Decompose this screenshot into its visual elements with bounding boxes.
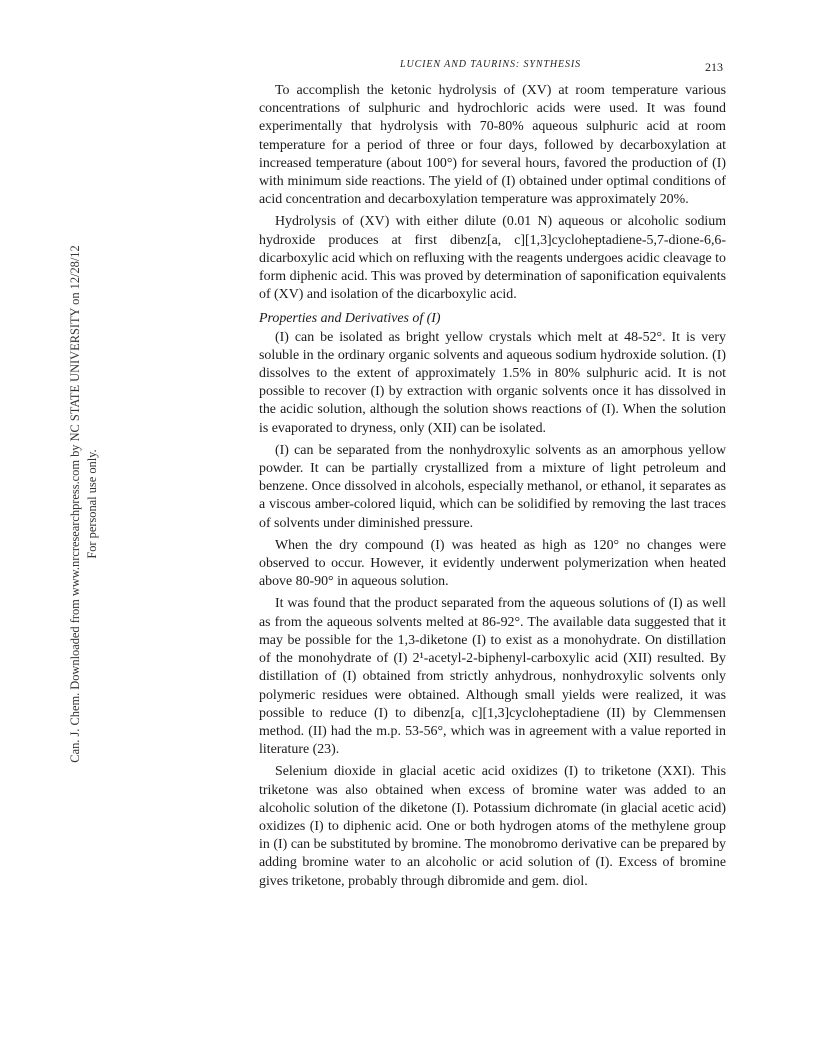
article-body bbox=[259, 82, 726, 895]
paragraph-properties: (I) can be isolated as bright yellow crystals which melt at 48-52°. It is very soluble in the ordinary organic solvents and aqueous sodium hydroxide solution. (I) dissolves to the extent of approximately 1.5% in 80% sulphuric acid. It is not possible to recover (I) by extraction with organic solvents once it has dissolved in the acidic solution, although the solution shows reactions of (I). When the solution is evaporated to dryness, only (XII) can be isolated. bbox=[259, 329, 726, 436]
paragraph-ketonic-hydrolysis: To accomplish the ketonic hydrolysis of (XV) at room temperature various concentrations of sulphuric and hydrochloric acids were used. It was found experimentally that hydrolysis with 70-80% aqueous sulphuric acid at room temperature for a period of three or four days, followed by decarboxylation at increased temperature (about 100°) for several hours, favored the production of (I) with minimum side reactions. The yield of (I) obtained under optimal conditions of acid concentration and decarboxylation temperature was approximately 20%. bbox=[259, 83, 726, 208]
paragraph-monohydrate: It was found that the product separated from the aqueous solutions of (I) as well as from the aqueous solvents melted at 86-92°. The available data suggested that it may be possible for the 1,3-diketone (I) to exist as a monohydrate. On distillation of the monohydrate of (I) 2¹-acetyl-2-biphenyl-carboxylic acid (XII) resulted. By distillation of (I) obtained from strictly anhydrous, nonhydroxylic solvents only polymeric residues were obtained. Although small yields were realized, it was possible to reduce (I) to dibenz[a, c][1,3]cycloheptadiene (II) by Clemmensen method. (II) had the m.p. 53-56°, which was in agreement with a value reported in literature (23). bbox=[259, 596, 726, 758]
download-watermark bbox=[67, 244, 123, 764]
paragraph-heating: When the dry compound (I) was heated as high as 120° no changes were observed to occur. However, it evidently underwent polymerization when heated above 80-90° in aqueous solution. bbox=[259, 537, 726, 590]
page-number: 213 bbox=[705, 60, 723, 74]
watermark-line-2: For personal use only. bbox=[85, 449, 99, 559]
running-head: LUCIEN AND TAURINS: SYNTHESIS bbox=[400, 59, 582, 70]
section-heading: Properties and Derivatives of (I) bbox=[259, 311, 441, 327]
paragraph-alkaline-hydrolysis: Hydrolysis of (XV) with either dilute (0.01 N) aqueous or alcoholic sodium hydroxide produces at first dibenz[a, c][1,3]cycloheptadiene-5,7-dione-6,6-dicarboxylic acid which on refluxing with the reagents undergoes acidic cleavage to form diphenic acid. This was proved by determination of saponification equivalents of (XV) and isolation of the dicarboxylic acid. bbox=[259, 214, 726, 303]
watermark-line-1: Can. J. Chem. Downloaded from www.nrcresearchpress.com by NC STATE UNIVERSITY on 12/28/12 bbox=[68, 245, 82, 763]
paragraph-separation: (I) can be separated from the nonhydroxylic solvents as an amorphous yellow powder. It can be partially crystallized from a mixture of light petroleum and benzene. Once dissolved in alcohols, especially methanol, or ethanol, it separates as a viscous amber-colored liquid, which can be solidified by removing the last traces of solvents under diminished pressure. bbox=[259, 442, 726, 531]
paragraph-oxidation: Selenium dioxide in glacial acetic acid oxidizes (I) to triketone (XXI). This triketone was also obtained when excess of bromine water was added to an alcoholic solution of the diketone (I). Potassium dichromate (in glacial acetic acid) oxidizes (I) to diphenic acid. One or both hydrogen atoms of the methylene group in (I) can be substituted by bromine. The monobromo derivative can be prepared by adding bromine water to an alcoholic or acid solution of (I). Excess of bromine gives triketone, probably through dibromide and gem. diol. bbox=[259, 764, 726, 889]
